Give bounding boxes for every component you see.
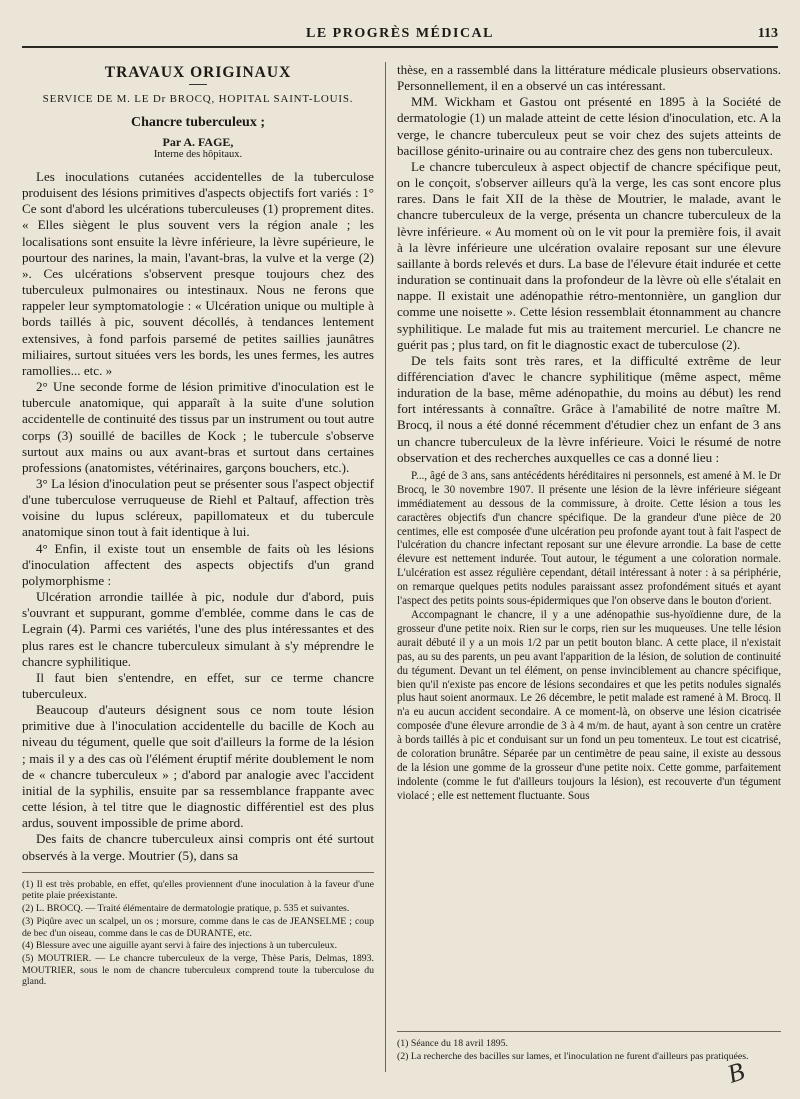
footnote: (2) La recherche des bacilles sur lames, et l'inoculation ne furent d'ailleurs pas pratiquées.: [397, 1050, 749, 1062]
journal-title: LE PROGRÈS MÉDICAL: [305, 26, 495, 41]
paragraph: 2° Une seconde forme de lésion primitive d'inoculation est le tubercule anatomique, qui apparaît à la suite d'une solution accidentelle de continuité des tissus par un instrument ou tout autre corps (3) souillé de bacilles de Kock ; le tubercule s'observe surtout aux mains ou aux avant-bras et surtout dans certaines professions (anatomistes, vétérinaires, garçons bouchers, etc.).: [22, 379, 374, 475]
paragraph: MM. Wickham et Gastou ont présenté en 1895 à la Société de dermatologie (1) un malade atteint de cette lésion d'inoculation, etc. A la verge, le chancre tuberculeux peut se voir chez des sujets atteints de bacillose génito-urinaire ou au contraire chez des gens non tuberculeux.: [397, 94, 781, 158]
paragraph: 3° La lésion d'inoculation peut se présenter sous l'aspect objectif d'une tuberculose verruqueuse de Riehl et Paltauf, affection très voisine du lupus scléreux, papillomateux et du tubercule anatomique sinon tout à fait identique à lui.: [22, 475, 374, 540]
paragraph: 4° Enfin, il existe tout un ensemble de faits où les lésions d'inoculation affectent des aspects objectifs d'un grand polymorphisme :: [22, 540, 374, 588]
footnote: (1) Séance du 18 avril 1895.: [397, 1038, 508, 1049]
footnote: (1) Il est très probable, en effet, qu'elles proviennent d'une inoculation à la faveur d'une petite plaie préexistante.: [22, 878, 374, 902]
footnote: (4) Blessure avec une aiguille ayant servi à faire des injections à un tuberculeux.: [22, 940, 338, 952]
author-role: Interne des hôpitaux.: [153, 149, 243, 160]
paragraph: Des faits de chancre tuberculeux ainsi compris ont été surtout observés à la verge. Moutrier (5), dans sa: [22, 831, 374, 863]
left-footnotes: [22, 879, 374, 988]
running-header: [22, 24, 778, 48]
paragraph: Accompagnant le chancre, il y a une adénopathie sus-hyoïdienne dure, de la grosseur d'une petite noix. Rien sur le corps, rien sur les muqueuses. Une telle lésion aurait débuté il y a un mois 1/2 par un petit bouton blanc. A cette place, il n'existait pas, au su des parents, un peu avant l'apparition de la lésion, de solution de continuité du tégument. Devant un tel élément, on pense invinciblement au chancre spécifique, bien qu'il n'existe pas encore de lésions secondaires et que les petits nodules signalés plus haut soient anormaux. Le 26 décembre, le petit malade est ramené à M. Brocq. Il n'a eu aucun accident secondaire. A ce moment-là, on observe une lésion cicatrisée composée d'une élevure arrondie de 3 à 4 m/m. de haut, ayant à son centre un cratère à bords taillés à pic et conduisant sur un fond un peu tomenteux. Le tout est cicatrisé, de coloration brunâtre. Séparée par un centimètre de peau saine, il existe au dessous de la lésion une gomme de la grosseur d'une petite noix. Cette gomme, parfaitement indolente (comme le fut d'ailleurs toujours la lésion), est recouverte d'un tégument violacé ; elle est nettement fluctuante. Sous: [397, 608, 781, 802]
paragraph: thèse, en a rassemblé dans la littérature médicale plusieurs observations. Personnellement, il en a observé un cas intéressant.: [397, 62, 781, 94]
service-line: SERVICE DE M. LE Dr BROCQ, HOPITAL SAINT-LOUIS.: [42, 93, 354, 105]
paragraph: P..., âgé de 3 ans, sans antécédents héréditaires ni personnels, est amené à M. le Dr Brocq, le 30 novembre 1907. Il présente une lésion de la lèvre inférieure siégeant immédiatement au dessous de la commissure, à droite. Cette lésion a tous les caractères objectifs d'un chancre spécifique. De la grandeur d'une pièce de 20 centimes, elle est composée d'une ulcération peu profonde ayant tout à fait l'aspect de l'ulcération du chancre infectant reposant sur une élevure arrondie. La base de cette élevure est nettement indurée. Tout autour, le tégument a une coloration normale. L'ulcération est assez régulière cependant, détail intéressant à noter : à sa périphérie, on remarque quelques petits nodules paraissant assez profondément situés et ayant l'aspect des petits points sous-épidermiques que l'on observe dans le bouton d'orient.: [397, 469, 781, 608]
paragraph: Le chancre tuberculeux à aspect objectif de chancre spécifique peut, on le conçoit, s'observer ailleurs qu'à la verge, les cas sont encore plus rares. Dans le fait XII de la thèse de Moutrier, le malade, avant le chancre tuberculeux de la verge, présenta un chancre tuberculeux de la lèvre inférieure. « Au moment où on le vit pour la première fois, il avait à la lèvre inférieure une ulcération ovalaire reposant sur une élevure saillante à bords relevés et durs. La base de l'élevure était indurée et cette induration se continuait dans la profondeur de la lèvre où elle s'étalait en nappe. Il existait une adénopathie rétro-mentonnière, un ganglion dur comme une noisette ». Cette lésion ressemblait étonnamment au chancre syphilitique. Le malade fut mis au traitement mercuriel. Le chancre ne guérit pas ; plus tard, on fit le diagnostic exact de tuberculose (2).: [397, 158, 781, 352]
page-number: 113: [757, 26, 778, 41]
column-divider: [385, 62, 386, 1072]
footnote: (5) MOUTRIER. — Le chancre tuberculeux de la verge, Thèse Paris, Delmas, 1893. MOUTRIER, sous le nom de chancre tuberculeux comprend toute la tuberculose du gland.: [22, 952, 374, 988]
author-byline: Par A. FAGE,: [162, 135, 234, 149]
footnote: (2) L. BROCQ. — Traité élémentaire de dermatologie pratique, p. 535 et suivantes.: [22, 903, 350, 915]
paragraph: Les inoculations cutanées accidentelles de la tuberculose produisent des lésions primitives d'aspects objectifs fort variés : 1° Ce sont d'abord les ulcérations tuberculeuses (1) proprement dites. « Elles siègent le plus souvent vers la région anale ; les localisations sont ensuite la lèvre inférieure, la lèvre supérieure, le pourtour des narines, la main, l'avant-bras, la vulve et la verge (2) ». Ces ulcérations s'observent presque toujours chez des tuberculeux pulmonaires ou intestinaux. Nous ne ferons que rappeler leur symptomatologie : « Ulcération unique ou multiple à bords taillés à pic, souvent décollés, à tendances lentement extensives, à fond parfois parsemé de petites saillies jaunâtres miliaires, surtout situées vers les bords, les unes fermes, les autres ramollies... etc. »: [22, 169, 374, 378]
footnote-rule: [397, 1031, 781, 1032]
article-title: Chancre tuberculeux ;: [130, 115, 266, 130]
footnote: (3) Piqûre avec un scalpel, un os ; morsure, comme dans le cas de JEANSELME ; coup de bec d'un oiseau, comme dans le cas de DURANTE, etc.: [22, 915, 374, 939]
margin-handwritten-mark: B: [723, 1056, 748, 1089]
paragraph: Il faut bien s'entendre, en effet, sur ce terme chancre tuberculeux.: [22, 669, 374, 701]
left-body: [22, 169, 374, 864]
paragraph: Beaucoup d'auteurs désignent sous ce nom toute lésion primitive due à l'inoculation accidentelle du bacille de Koch au niveau du tégument, quelle que soit d'ailleurs la forme de la lésion ; mais il y a des cas où l'élément éruptif mérite doublement le nom de « chancre tuberculeux » ; d'abord par analogie avec l'accident initial de la syphilis, ensuite par sa ressemblance frappante avec cette lésion, à tel titre que le diagnostic différentiel est des plus ardus, souvent impossible de prime abord.: [22, 702, 374, 831]
paragraph: De tels faits sont très rares, et la difficulté extrême de leur différenciation d'avec le chancre syphilitique (même aspect, même induration de la base, même adénopathie, du moins au début) les rend fort intéressants à connaître. Grâce à l'amabilité de notre maître M. Brocq, il nous a été donné récemment d'étudier chez un enfant de 3 ans un chancre tuberculeux de la lèvre inférieure. Voici le résumé de notre observation et des recherches auxquelles ce cas a donné lieu :: [397, 352, 781, 465]
right-body: [397, 62, 781, 466]
right-column: [397, 62, 781, 804]
footnote-rule: [22, 872, 374, 873]
right-footnotes: [397, 1031, 781, 1063]
left-column: [22, 62, 374, 989]
section-title: TRAVAUX ORIGINAUX: [104, 64, 292, 81]
paragraph: Ulcération arrondie taillée à pic, nodule dur d'abord, puis s'ouvrant et suppurant, gomme d'emblée, comme dans le cas de Legrain (4). Parmi ces variétés, l'une des plus intéressantes et des plus rares est le chancre tuberculeux simulant à s'y méprendre le chancre syphilitique.: [22, 589, 374, 669]
observation-text: [397, 470, 781, 804]
title-rule: [189, 84, 207, 85]
